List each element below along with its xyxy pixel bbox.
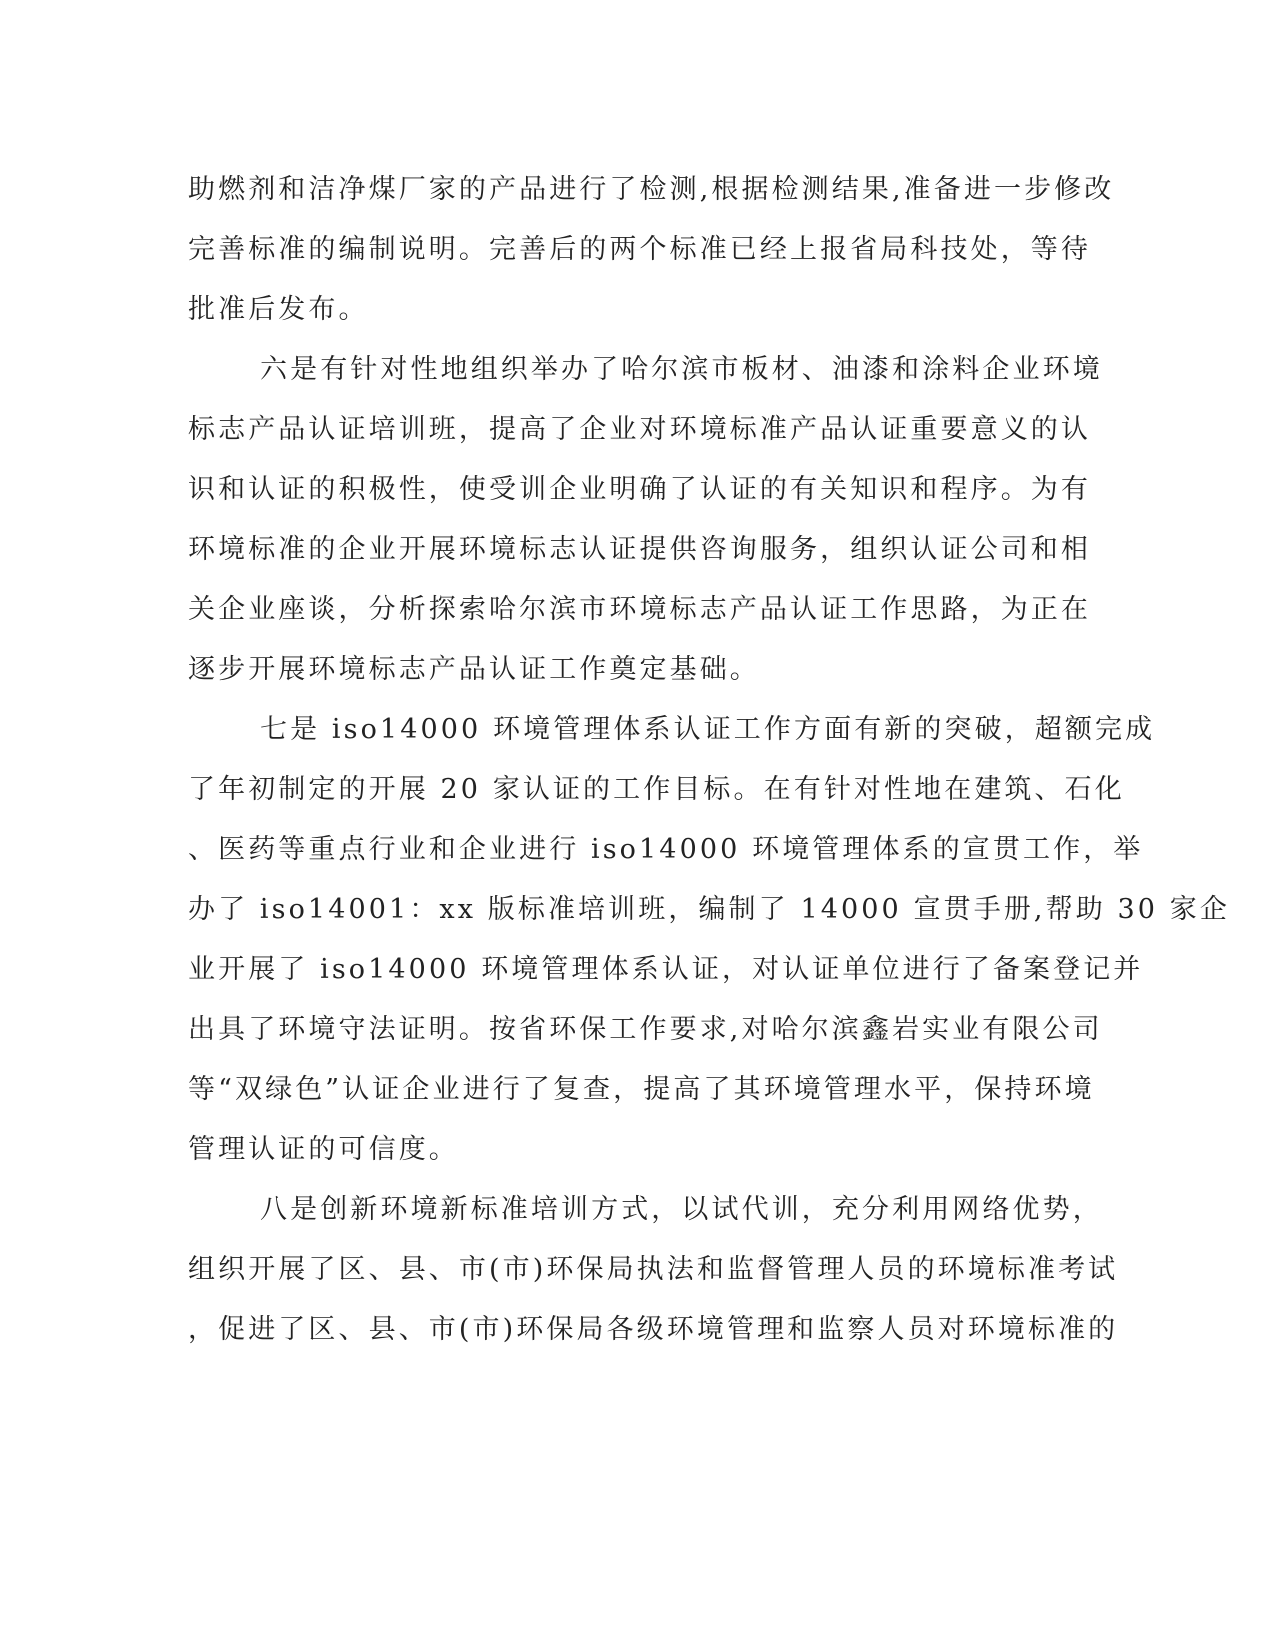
- text-line: 助燃剂和洁净煤厂家的产品进行了检测,根据检测结果,准备进一步修改: [188, 174, 1115, 205]
- text-line: 逐步开展环境标志产品认证工作奠定基础。: [188, 654, 760, 685]
- text-line: 、医药等重点行业和企业进行 iso14000 环境管理体系的宣贯工作，举: [188, 834, 1144, 865]
- text-line: 业开展了 iso14000 环境管理体系认证，对认证单位进行了备案登记并: [188, 954, 1144, 985]
- text-line: 批准后发布。: [188, 294, 369, 325]
- text-line: 识和认证的积极性，使受训企业明确了认证的有关知识和程序。为有: [188, 474, 1091, 505]
- text-line: 出具了环境守法证明。按省环保工作要求,对哈尔滨鑫岩实业有限公司: [188, 1014, 1103, 1045]
- text-line: 环境标准的企业开展环境标志认证提供咨询服务，组织认证公司和相: [188, 534, 1091, 565]
- text-line: 组织开展了区、县、市(市)环保局执法和监督管理人员的环境标准考试: [188, 1254, 1119, 1285]
- text-line: 办了 iso14001：xx 版标准培训班，编制了 14000 宣贯手册,帮助 30 家企: [188, 894, 1230, 925]
- paragraph-start-line: 六是有针对性地组织举办了哈尔滨市板材、油漆和涂料企业环境: [260, 354, 1103, 385]
- document-body: [188, 160, 1230, 1360]
- text-line: 完善标准的编制说明。完善后的两个标准已经上报省局科技处，等待: [188, 234, 1091, 265]
- text-line: 管理认证的可信度。: [188, 1134, 459, 1165]
- paragraph-start-line: 八是创新环境新标准培训方式，以试代训，充分利用网络优势，: [260, 1194, 1103, 1225]
- text-line: 关企业座谈，分析探索哈尔滨市环境标志产品认证工作思路，为正在: [188, 594, 1091, 625]
- text-line: 标志产品认证培训班，提高了企业对环境标准产品认证重要意义的认: [188, 414, 1091, 445]
- paragraph-start-line: 七是 iso14000 环境管理体系认证工作方面有新的突破，超额完成: [260, 714, 1156, 745]
- text-line: 等“双绿色”认证企业进行了复查，提高了其环境管理水平，保持环境: [188, 1074, 1095, 1105]
- text-line: ，促进了区、县、市(市)环保局各级环境管理和监察人员对环境标准的: [188, 1314, 1119, 1345]
- text-line: 了年初制定的开展 20 家认证的工作目标。在有针对性地在建筑、石化: [188, 774, 1125, 805]
